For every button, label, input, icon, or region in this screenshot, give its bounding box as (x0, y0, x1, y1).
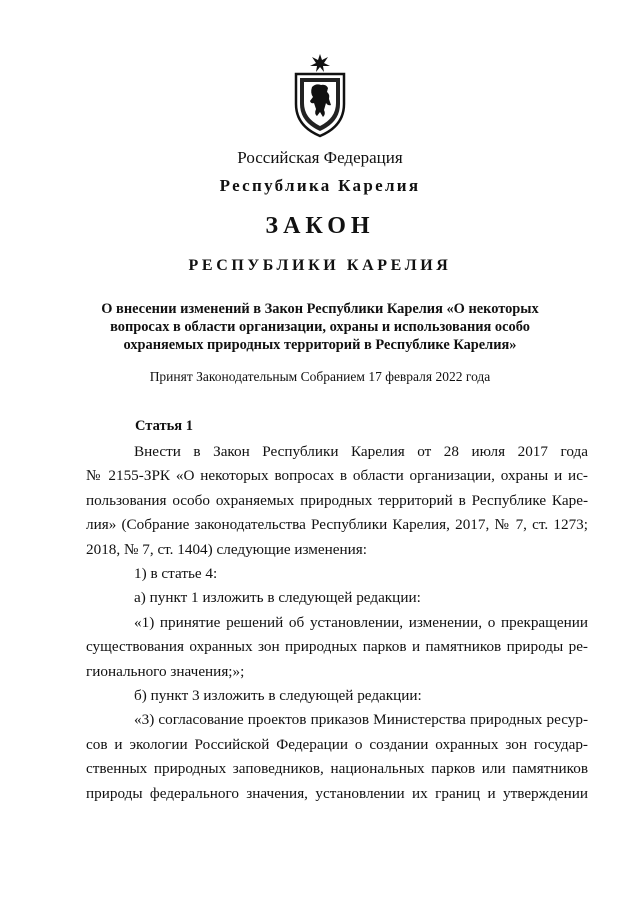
star-icon (310, 54, 330, 72)
paragraph-line: б) пункт 3 изложить в следующей редакции: (134, 687, 422, 705)
paragraph-line: Внести в Закон Республики Карелия от 28 июля 2017 года (134, 443, 588, 460)
country-name: Российская Федерация (237, 148, 403, 167)
paragraph-line: существования охранных зон природных парков и памятников природы ре- (86, 638, 588, 656)
paragraph-line: лия» (Собрание законодательства Республики Карелия, 2017, № 7, ст. 1273; (86, 516, 588, 534)
paragraph-line: сов и экологии Российской Федерации о создании охранных зон государ- (86, 735, 588, 753)
paragraph-line: 1) в статье 4: (134, 565, 218, 583)
paragraph-line: № 2155-ЗРК «О некоторых вопросах в области организации, охраны и ис- (86, 467, 588, 485)
document-type: ЗАКОН (265, 213, 375, 239)
paragraph-line: пользования особо охраняемых природных территорий в Республике Каре- (86, 491, 588, 509)
paragraph-line: а) пункт 1 изложить в следующей редакции: (134, 589, 421, 607)
paragraph-line: «3) согласование проектов приказов Министерства природных ресур- (134, 711, 588, 729)
law-title-line: О внесении изменений в Закон Республики Карелия «О некоторых (101, 301, 539, 317)
paragraph-line: ственных природных заповедников, национальных парков или памятников (86, 760, 588, 778)
karelia-coat-of-arms-icon (290, 54, 350, 138)
document-type-subtitle: РЕСПУБЛИКИ КАРЕЛИЯ (188, 257, 452, 274)
paragraph-line: гионального значения;»; (86, 662, 245, 680)
law-title-line: охраняемых природных территорий в Республике Карелия» (123, 337, 517, 353)
adoption-note: Принят Законодательным Собранием 17 февраля 2022 года (149, 369, 491, 384)
article-heading: Статья 1 (135, 418, 193, 434)
republic-name: Республика Карелия (219, 176, 421, 195)
law-title (100, 300, 540, 354)
paragraph-line: «1) принятие решений об установлении, изменении, о прекращении (134, 613, 588, 631)
law-title-line: вопросах в области организации, охраны и использования особо (110, 319, 530, 335)
article-body (86, 440, 588, 806)
paragraph-line: 2018, № 7, ст. 1404) следующие изменения: (86, 540, 367, 558)
paragraph-line: природы федерального значения, установлении их границ и утверждении (86, 784, 588, 802)
